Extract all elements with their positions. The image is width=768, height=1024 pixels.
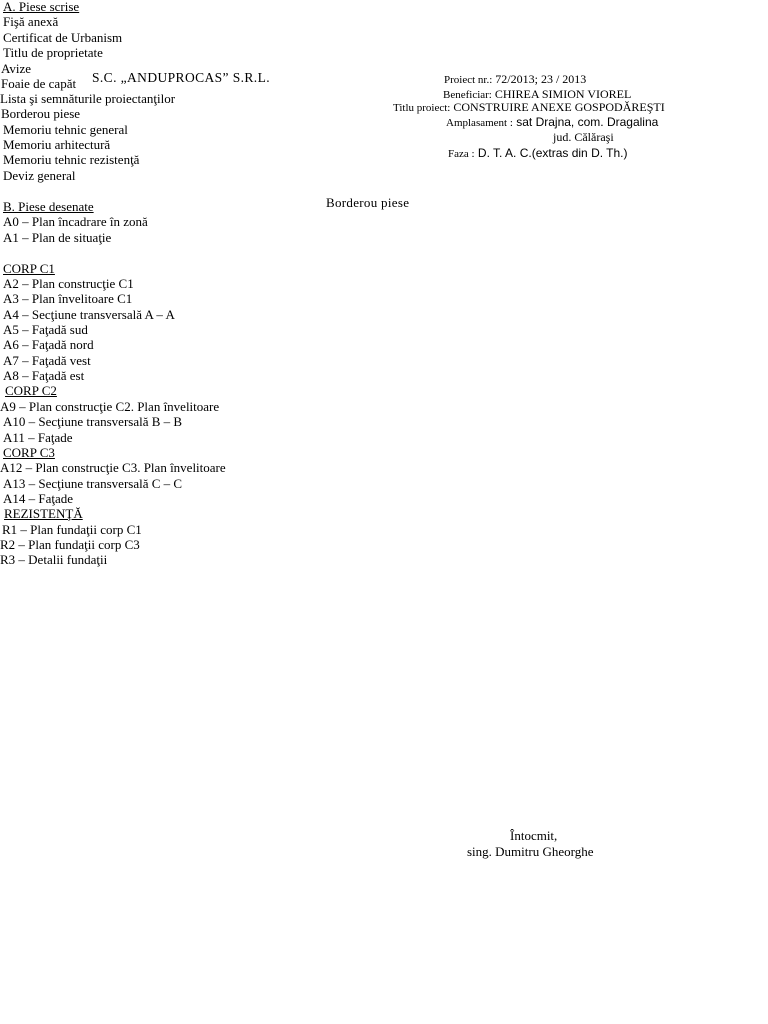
section-c2-title: CORP C2 (5, 383, 57, 398)
list-item: Titlu de proprietate (3, 45, 103, 60)
project-title (393, 101, 665, 114)
company-name: S.C. „ANDUPROCAS” S.R.L. (92, 70, 271, 85)
list-item: Memoriu tehnic rezistenţă (3, 152, 140, 167)
list-item: A1 – Plan de situaţie (3, 230, 112, 245)
location (446, 116, 658, 129)
list-item: A12 – Plan construcţie C3. Plan învelitoare (0, 460, 226, 475)
section-rez-title-text: REZISTENŢĂ (4, 506, 83, 521)
section-rez-title-trail (83, 507, 115, 520)
section-c3-title: CORP C3 (3, 445, 55, 460)
section-rez-title (4, 507, 115, 520)
section-c1-title: CORP C1 (3, 261, 55, 276)
signature-name: sing. Dumitru Gheorghe (467, 844, 594, 859)
section-b-title: B. Piese desenate (3, 199, 94, 214)
project-number (444, 73, 586, 86)
list-item: A10 – Secţiune transversală B – B (3, 414, 183, 429)
list-item: Avize (1, 61, 32, 76)
project-number-value: 72/2013; 23 / 2013 (492, 72, 587, 86)
project-title-value: CONSTRUIRE ANEXE GOSPODĂREŞTI (450, 100, 665, 114)
list-item: Fişă anexă (3, 14, 59, 29)
signature-title: Întocmit, (510, 828, 558, 843)
project-number-label: Proiect nr.: (444, 74, 493, 86)
list-item: A13 – Secţiune transversală C – C (3, 476, 183, 491)
list-item: A14 – Faţade (3, 491, 74, 506)
phase (448, 147, 628, 160)
beneficiary-value: CHIREA SIMION VIOREL (491, 87, 632, 101)
list-item: Lista şi semnăturile proiectanţilor (0, 91, 176, 106)
list-item: A6 – Faţadă nord (3, 337, 94, 352)
section-a-title: A. Piese scrise (3, 0, 80, 14)
list-item: A11 – Faţade (3, 430, 73, 445)
list-item: R3 – Detalii fundaţii (0, 552, 108, 567)
list-item: Foaie de capăt (1, 76, 77, 91)
list-item: R1 – Plan fundaţii corp C1 (2, 522, 142, 537)
list-item: A3 – Plan învelitoare C1 (3, 291, 133, 306)
phase-value: D. T. A. C.(extras din D. Th.) (474, 146, 628, 160)
list-item: A4 – Secţiune transversală A – A (3, 307, 175, 322)
location-county: jud. Călăraşi (553, 130, 614, 144)
beneficiary-label: Beneficiar: (443, 89, 492, 101)
document-title: Borderou piese (326, 195, 410, 210)
list-item: A8 – Faţadă est (3, 368, 85, 383)
list-item: A2 – Plan construcţie C1 (3, 276, 134, 291)
list-item: A7 – Faţadă vest (3, 353, 91, 368)
list-item: R2 – Plan fundaţii corp C3 (0, 537, 140, 552)
list-item: Deviz general (3, 168, 76, 183)
list-item: A0 – Plan încadrare în zonă (3, 214, 148, 229)
list-item: Certificat de Urbanism (3, 30, 123, 45)
list-item: Memoriu arhitectură (3, 137, 111, 152)
list-item: Borderou piese (1, 106, 81, 121)
location-value: sat Drajna, com. Dragalina (512, 115, 659, 129)
location-label: Amplasament : (446, 117, 513, 129)
list-item: A9 – Plan construcţie C2. Plan învelitoare (0, 399, 220, 414)
list-item: Memoriu tehnic general (3, 122, 128, 137)
project-title-label: Titlu proiect: (393, 102, 451, 114)
list-item: A5 – Faţadă sud (3, 322, 88, 337)
phase-label: Faza : (448, 148, 475, 160)
